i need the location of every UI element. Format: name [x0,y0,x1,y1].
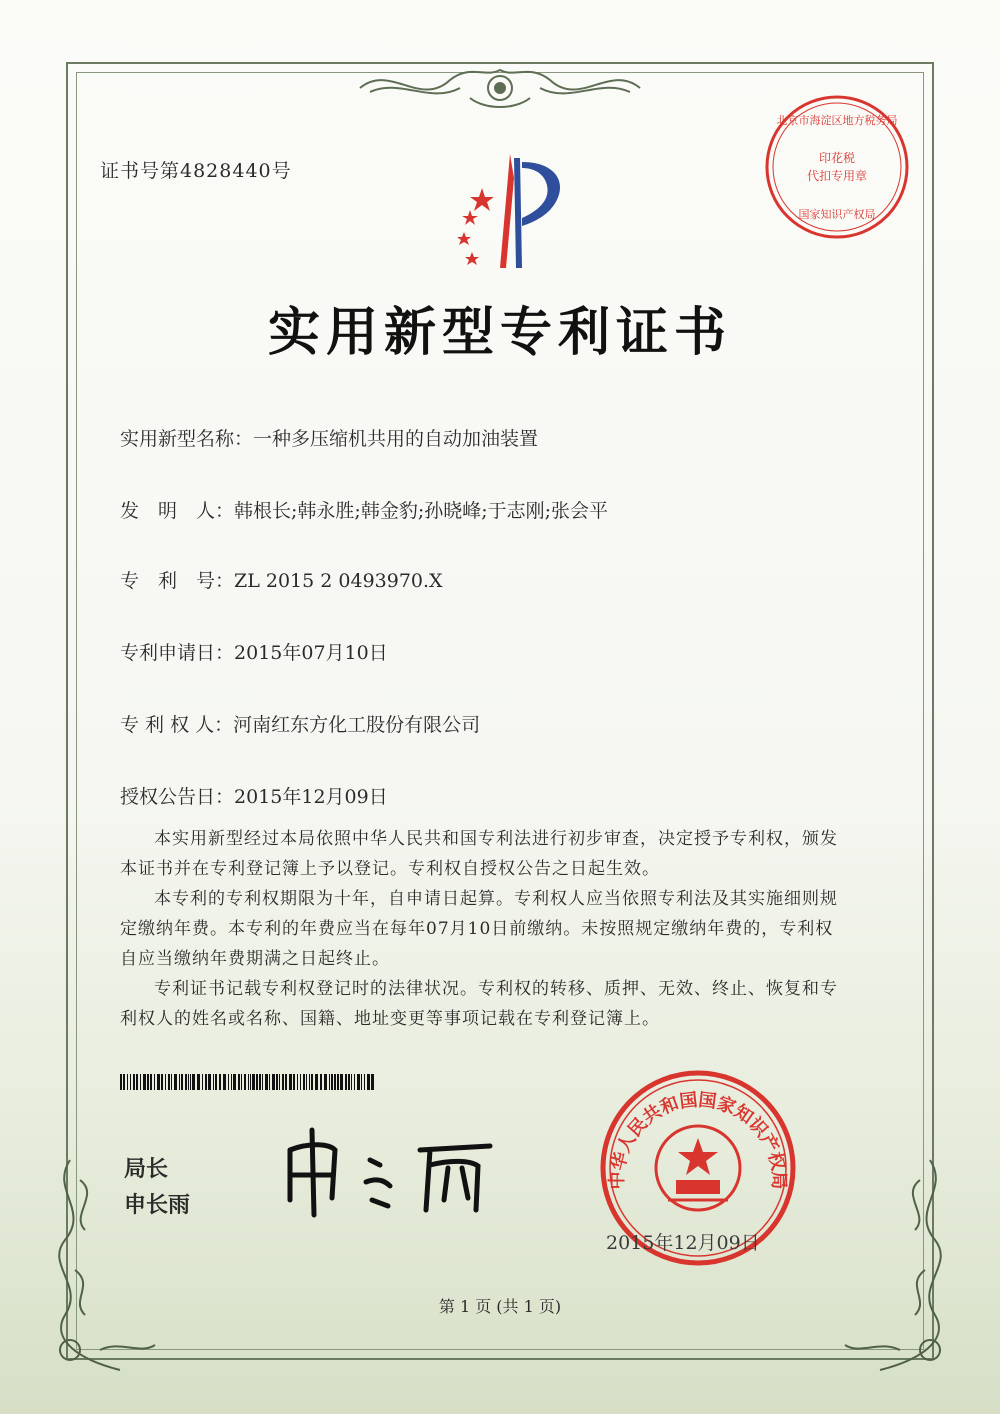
svg-text:代扣专用章: 代扣专用章 [806,169,868,183]
field-utility-model-name [120,424,538,451]
svg-text:国家知识产权局: 国家知识产权局 [798,208,876,221]
field-value: 河南红东方化工股份有限公司 [233,714,481,736]
field-value: 2015年07月10日 [234,642,388,664]
director-name: 申长雨 [124,1193,191,1218]
certificate-number: 证书号第4828440号 [100,160,292,182]
svg-text:印花税: 印花税 [818,151,856,165]
field-value: 2015年12月09日 [234,786,388,808]
field-application-date [120,638,388,665]
bottom-left-ornament [40,1150,160,1380]
issue-date: 2015年12月09日 [606,1232,760,1254]
certificate-title: 实用新型专利证书 [267,302,732,363]
field-label: 专利申请日： [120,642,235,664]
field-label: 授权公告日： [120,786,235,808]
field-inventors [120,496,608,523]
field-label: 实用新型名称： [120,428,254,450]
barcode-icon [120,1074,374,1090]
director-title: 局长 [124,1157,169,1182]
page-number: 第 1 页 (共 1 页) [438,1297,562,1316]
patent-office-logo-icon [430,148,580,278]
field-label: 专 利 权 人： [120,714,234,736]
field-value: ZL 2015 2 0493970.X [234,570,443,592]
field-label: 专 利 号： [120,570,235,592]
field-patent-number [120,566,443,593]
director-signature [280,1120,500,1220]
bottom-right-ornament [840,1150,960,1380]
top-ornament [350,58,650,114]
paragraph-grant: 本实用新型经过本局依照中华人民共和国专利法进行初步审查，决定授予专利权，颁发本证书并在专利登记簿上予以登记。专利权自授权公告之日起生效。 [120,829,838,879]
paragraph-legal-status: 专利证书记载专利权登记时的法律状况。专利权的转移、质押、无效、终止、恢复和专利权人的姓名或名称、国籍、地址变更等事项记载在专利登记簿上。 [120,979,838,1029]
field-patentee [120,710,480,737]
svg-text:中华人民共和国国家知识产权局: 中华人民共和国国家知识产权局 [606,1089,790,1190]
tax-stamp-seal-icon [762,92,912,242]
field-label: 发 明 人： [120,500,235,522]
field-value: 一种多压缩机共用的自动加油装置 [253,428,539,450]
svg-text:北京市海淀区地方税务局: 北京市海淀区地方税务局 [776,114,898,127]
paragraph-term: 本专利的专利权期限为十年，自申请日起算。专利权人应当依照专利法及其实施细则规定缴纳年费。本专利的年费应当在每年07月10日前缴纳。未按照规定缴纳年费的，专利权自应当缴纳年费期满之日起终止。 [120,889,838,969]
field-value: 韩根长;韩永胜;韩金豹;孙晓峰;于志刚;张会平 [234,500,609,522]
field-grant-date [120,782,388,809]
